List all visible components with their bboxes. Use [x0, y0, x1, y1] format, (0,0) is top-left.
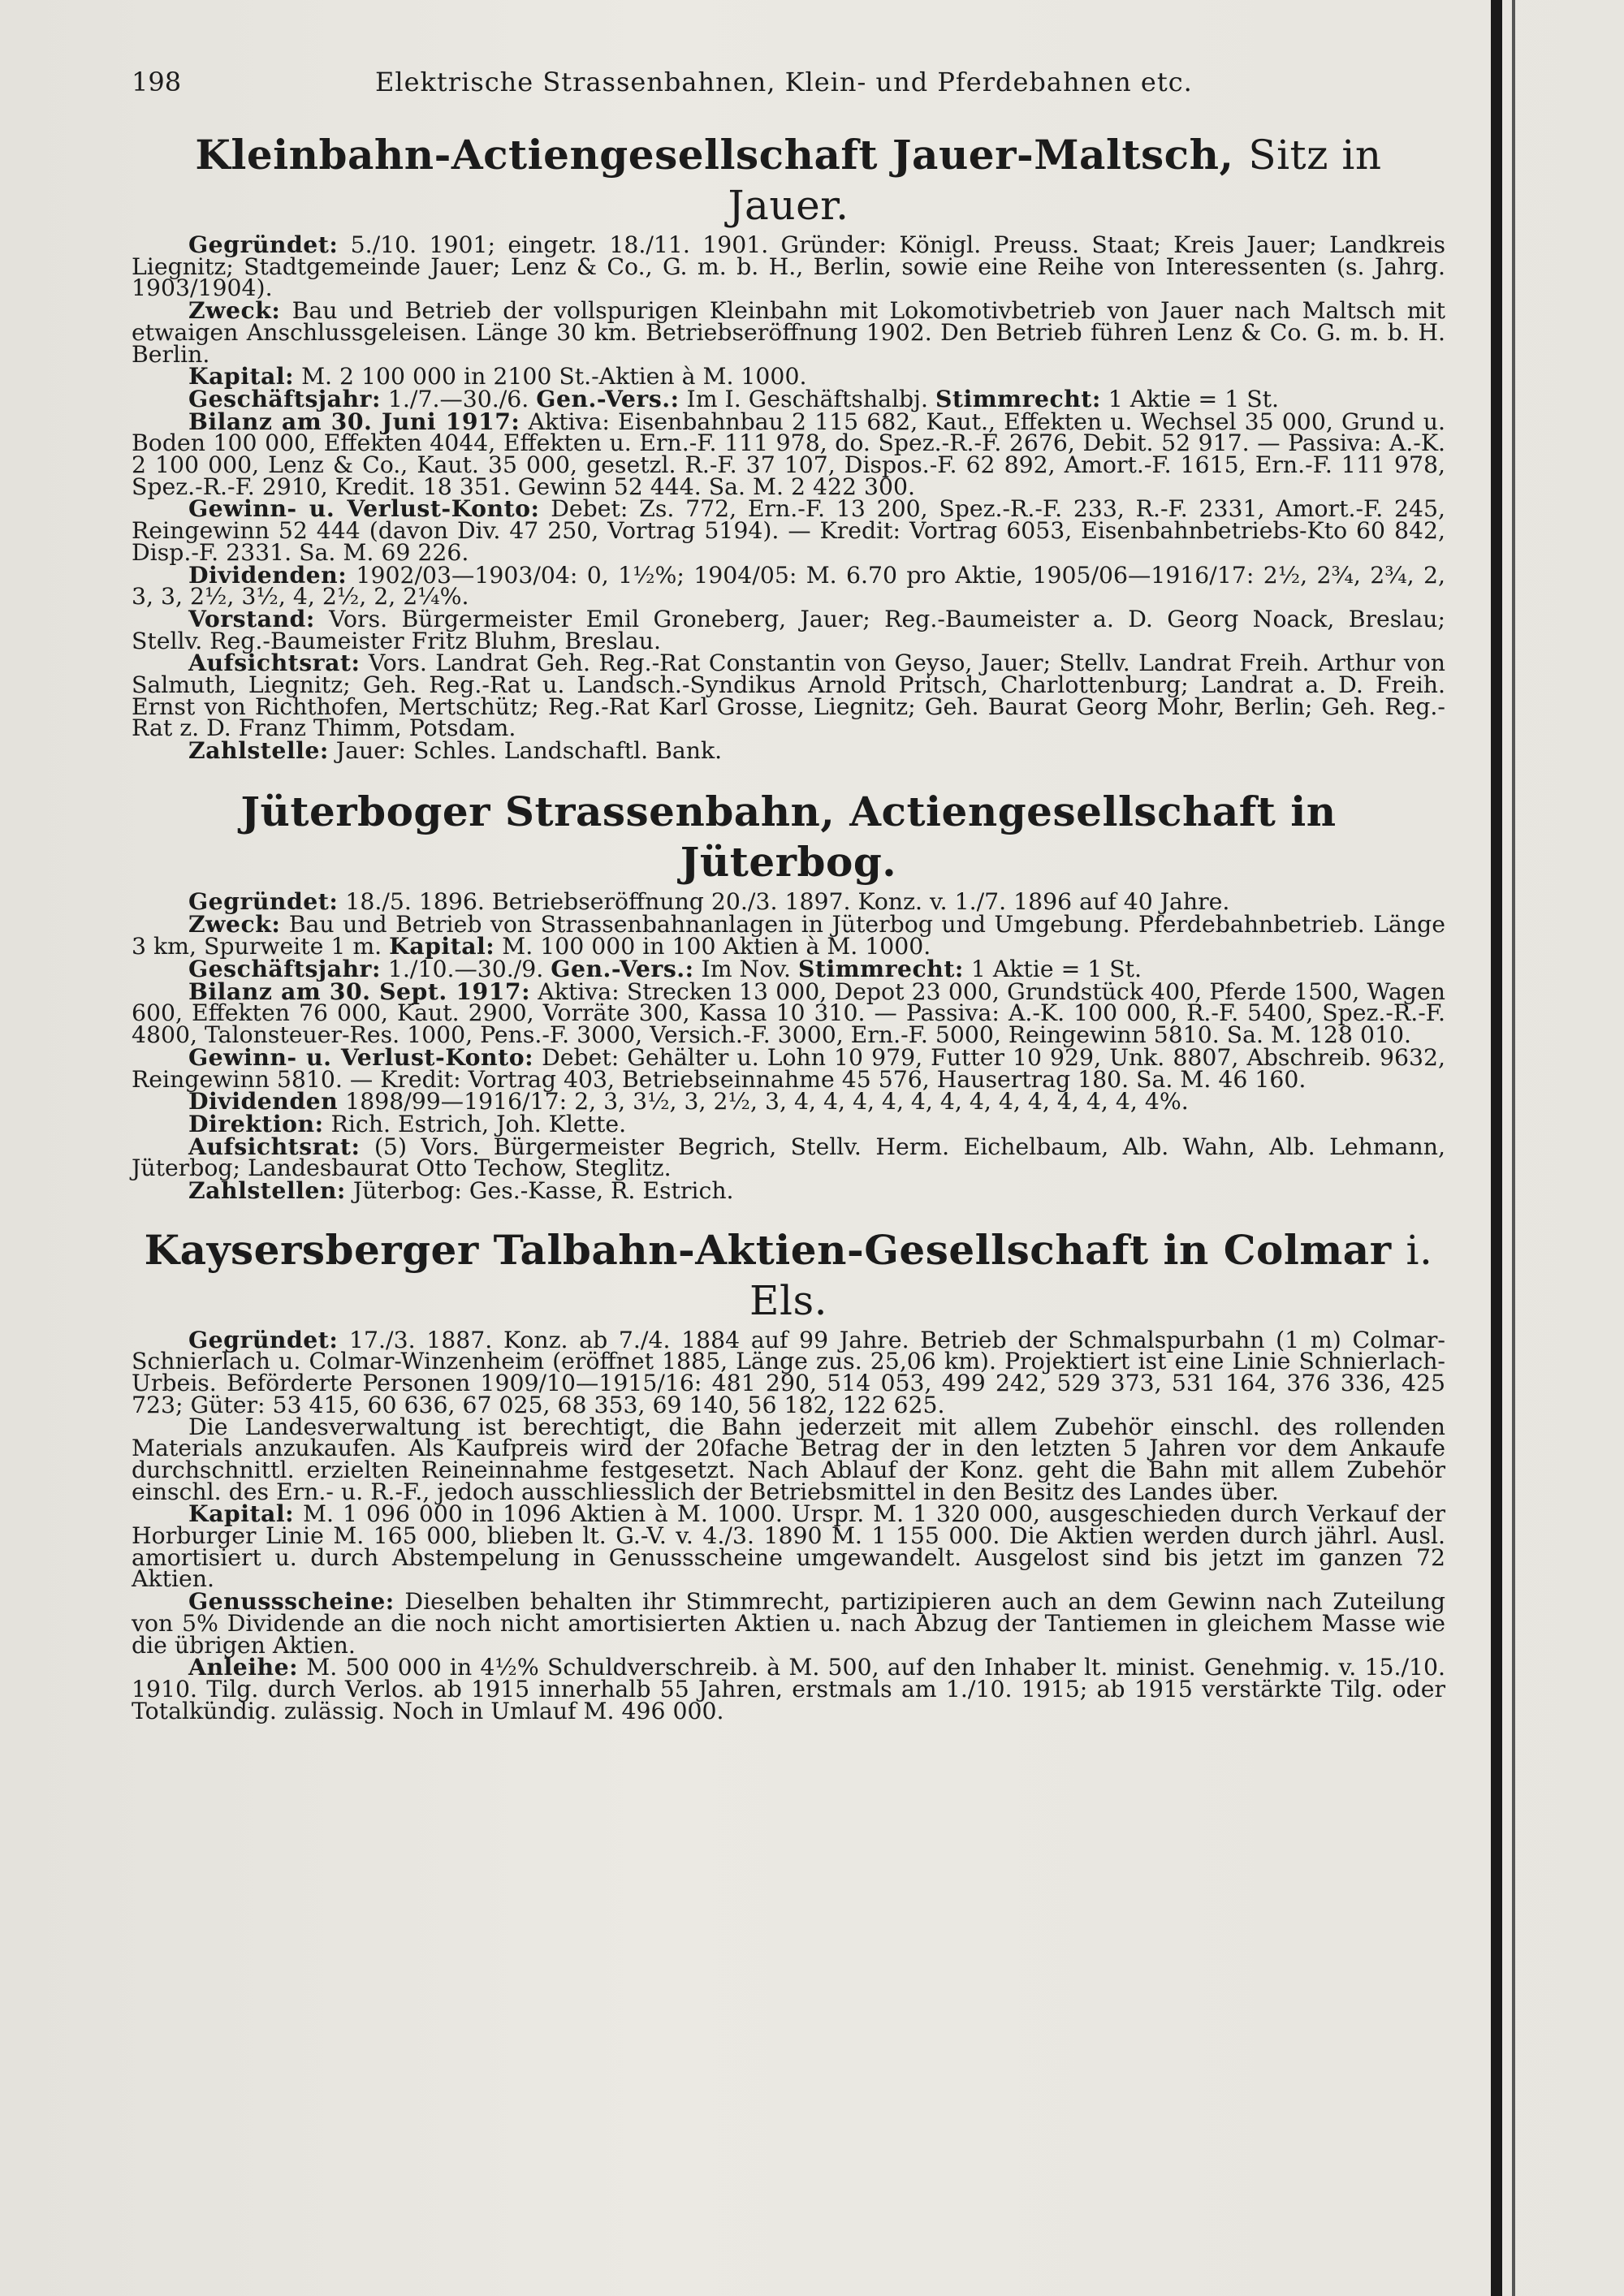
- para-aufsichtsrat: [132, 649, 1445, 742]
- para-text: 18./5. 1896. Betriebseröffnung 20./3. 1897. Konz. v. 1./7. 1896 auf 40 Jahre.: [338, 887, 1230, 915]
- para-text: 1./7.—30./6.: [380, 385, 537, 412]
- para-text: Aktiva: Strecken 13 000, Depot 23 000, Grundstück 400, Pferde 1500, Wagen 600, Effekten 76 000, Kaut. 2900, Vorräte 300, Kassa 10 310. — Passiva: A.-K. 100 000, R.-F. 5400, Spez.-R.-F. 4800, Talonsteuer-Res. 1000, Pens.-F. 3000, Versich.-F. 3000, Ern.-F. 5000, Reingewinn 5810. Sa. M. 128 010.: [132, 978, 1445, 1049]
- para-text: Rich. Estrich, Joh. Klette.: [323, 1110, 627, 1137]
- para-text-2: Im I. Geschäftshalbj.: [679, 385, 935, 412]
- entry-title-name: Jüterboger Strassenbahn, Actiengesellschaft in Jüterbog.: [240, 787, 1337, 886]
- para-text: M. 500 000 in 4½% Schuldverschreib. à M. 500, auf den Inhaber lt. minist. Genehmig. v. 15./10. 1910. Tilg. durch Verlos. ab 1915 innerhalb 55 Jahren, erstmals am 1./10. 1915; ab 1915 verstärkte Tilg. oder Totalkündig. zulässig. Noch in Umlauf M. 496 000.: [132, 1654, 1445, 1724]
- page-column: [132, 67, 1445, 1737]
- para-text: 17./3. 1887. Konz. ab 7./4. 1884 auf 99 Jahre. Betrieb der Schmalspurbahn (1 m) Colmar-Schnierlach u. Colmar-Winzenheim (eröffnet 1885, Länge zus. 25,06 km). Projektiert ist eine Linie Schnierlach-Urbeis. Beförderte Personen 1909/10—1915/16: 481 290, 514 053, 499 242, 529 373, 531 164, 376 336, 425 723; Güter: 53 415, 60 636, 67 025, 68 353, 69 140, 56 182, 122 625.: [132, 1326, 1445, 1418]
- para-label-2: Gen.-Vers.:: [551, 954, 694, 982]
- running-head: [132, 67, 1445, 102]
- para-label: Dividenden: [188, 1087, 339, 1116]
- para-zahlstellen: [132, 1176, 1445, 1205]
- para-anleihe: [132, 1653, 1445, 1724]
- para-label: Kapital:: [188, 1500, 295, 1528]
- entry-title: [132, 130, 1445, 231]
- para-label: Zahlstellen:: [188, 1176, 346, 1205]
- para-text: Jauer: Schles. Landschaftl. Bank.: [328, 737, 723, 765]
- para-label-2: Kapital:: [389, 932, 495, 960]
- para-text: 1898/99—1916/17: 2, 3, 3½, 3, 2½, 3, 4, 4, 4, 4, 4, 4, 4, 4, 4, 4, 4, 4, 4%.: [338, 1088, 1189, 1116]
- para-label: Gegründet:: [188, 1325, 339, 1353]
- para-vorstand: [132, 604, 1445, 654]
- page-edge-rule: [1491, 0, 1502, 2296]
- para-label: Aufsichtsrat:: [188, 649, 361, 677]
- para-text-2: Im Nov.: [693, 955, 798, 982]
- entry-title: [132, 787, 1445, 887]
- para-label: Gewinn- u. Verlust-Konto:: [188, 494, 540, 523]
- para-gegruendet: [132, 887, 1445, 915]
- para-gegruendet: [132, 1325, 1445, 1418]
- para-text: Debet: Zs. 772, Ern.-F. 13 200, Spez.-R.-F. 233, R.-F. 2331, Amort.-F. 245, Reingewinn 52 444 (davon Div. 47 250, Vortrag 5194). — Kredit: Vortrag 6053, Eisenbahnbetriebs-Kto 60 842, Disp.-F. 2331. Sa. M. 69 226.: [132, 495, 1445, 566]
- para-label: Bilanz am 30. Juni 1917:: [188, 407, 520, 435]
- para-bilanz: [132, 977, 1445, 1049]
- para-label: Anleihe:: [188, 1653, 299, 1681]
- para-label: Zweck:: [188, 296, 281, 325]
- para-text: Dieselben behalten ihr Stimmrecht, partizipieren auch an dem Gewinn nach Zuteilung von 5% Dividende an die noch nicht amortisierten Aktien u. nach Abzug der Tantiemen in gleichem Masse wie die übrigen Aktien.: [132, 1588, 1445, 1659]
- para-gewinn-verlust: [132, 494, 1445, 566]
- para-label: Gegründet:: [188, 231, 339, 258]
- para-label: Geschäftsjahr:: [188, 384, 381, 412]
- entry-body: [132, 1325, 1445, 1724]
- entry-title-name: Kleinbahn-Actiengesellschaft Jauer-Maltsch,: [195, 131, 1234, 179]
- para-genussscheine: [132, 1587, 1445, 1659]
- para-label: Aufsichtsrat:: [188, 1132, 361, 1160]
- para-label: Kapital:: [188, 362, 295, 391]
- para-text: Bau und Betrieb von Strassenbahnanlagen in Jüterbog und Umgebung. Pferdebahnbetrieb. Länge 3 km, Spurweite 1 m.: [132, 910, 1445, 960]
- para-landesverwaltung: [132, 1413, 1445, 1505]
- para-label: Gegründet:: [188, 887, 339, 915]
- para-text: Die Landesverwaltung ist berechtigt, die Bahn jederzeit mit allem Zubehör einschl. des rollenden Materials anzukaufen. Als Kaufpreis wird der 20fache Betrag der in den letzten 5 Jahren vor dem Ankaufe durchschnittl. erzielten Reineinnahme festgesetzt. Nach Ablauf der Konz. geht die Bahn mit allem Zubehör einschl. des Ern.- u. R.-F., jedoch ausschliesslich der Betriebsmittel in den Besitz des Landes über.: [132, 1413, 1445, 1505]
- para-label: Dividenden:: [188, 560, 348, 589]
- entry-title: [132, 1225, 1445, 1326]
- entry-body: [132, 887, 1445, 1205]
- para-text: Jüterbog: Ges.-Kasse, R. Estrich.: [345, 1177, 734, 1205]
- para-zweck: [132, 909, 1445, 960]
- para-text: 1./10.—30./9.: [380, 955, 551, 982]
- para-text-3: 1 Aktie = 1 St.: [963, 955, 1142, 982]
- para-label-3: Stimmrecht:: [935, 384, 1101, 412]
- para-text: (5) Vors. Bürgermeister Begrich, Stellv. Herm. Eichelbaum, Alb. Wahn, Alb. Lehmann, Jüterbog; Landesbaurat Otto Techow, Steglitz.: [132, 1133, 1445, 1182]
- para-text: M. 2 100 000 in 2100 St.-Aktien à M. 1000.: [294, 363, 807, 391]
- entry-kaysersberg: [132, 1225, 1445, 1723]
- para-label-2: Gen.-Vers.:: [536, 384, 680, 412]
- page-number: 198: [132, 67, 182, 97]
- para-label: Genussscheine:: [188, 1587, 395, 1616]
- para-text: M. 1 096 000 in 1096 Aktien à M. 1000. Urspr. M. 1 320 000, ausgeschieden durch Verkauf der Horburger Linie M. 165 000, blieben lt. G.-V. v. 4./3. 1890 M. 1 155 000. Die Aktien werden durch jährl. Ausl. amortisiert u. durch Abstempelung in Genussscheine umgewandelt. Ausgelost sind bis jetzt im ganzen 72 Aktien.: [132, 1500, 1445, 1593]
- para-text-3: 1 Aktie = 1 St.: [1100, 385, 1280, 412]
- para-dividenden: [132, 1087, 1445, 1116]
- para-text-2: M. 100 000 in 100 Aktien à M. 1000.: [495, 933, 931, 960]
- para-label: Gewinn- u. Verlust-Konto:: [188, 1042, 534, 1071]
- para-label: Geschäftsjahr:: [188, 954, 381, 982]
- para-label: Direktion:: [188, 1109, 324, 1137]
- para-gewinn-verlust: [132, 1042, 1445, 1093]
- entry-title-seat: i. Els.: [749, 1226, 1433, 1324]
- para-bilanz: [132, 407, 1445, 500]
- para-label: Vorstand:: [188, 604, 315, 632]
- entry-title-seat: Sitz in Jauer.: [728, 132, 1382, 229]
- page-edge-rule-thin: [1512, 0, 1515, 2296]
- para-text: Vors. Bürgermeister Emil Groneberg, Jauer; Reg.-Baumeister a. D. Georg Noack, Breslau; Stellv. Reg.-Baumeister Fritz Bluhm, Breslau.: [132, 605, 1445, 654]
- para-text: Vors. Landrat Geh. Reg.-Rat Constantin von Geyso, Jauer; Stellv. Landrat Freih. Arthur von Salmuth, Liegnitz; Geh. Reg.-Rat u. Landsch.-Syndikus Arnold Pritsch, Charlottenburg; Landrat a. D. Freih. Ernst von Richthofen, Mertschütz; Reg.-Rat Karl Grosse, Liegnitz; Geh. Baurat Georg Mohr, Berlin; Geh. Reg.-Rat z. D. Franz Thimm, Potsdam.: [132, 650, 1445, 742]
- entry-jueterbog: [132, 787, 1445, 1205]
- entry-title-name: Kaysersberger Talbahn-Aktien-Gesellschaft in Colmar: [144, 1225, 1392, 1274]
- entry-jauer-maltsch: [132, 130, 1445, 765]
- para-aufsichtsrat: [132, 1132, 1445, 1182]
- para-text: 1902/03—1903/04: 0, 1½%; 1904/05: M. 6.70 pro Aktie, 1905/06—1916/17: 2½, 2¾, 2¾, 2, 3, 3, 2½, 3½, 4, 2½, 2, 2¼%.: [132, 561, 1445, 611]
- para-zweck: [132, 296, 1445, 368]
- para-label-3: Stimmrecht:: [797, 954, 964, 982]
- para-text: 5./10. 1901; eingetr. 18./11. 1901. Gründer: Königl. Preuss. Staat; Kreis Jauer; Landkreis Liegnitz; Stadtgemeinde Jauer; Lenz & Co., G. m. b. H., Berlin, sowie eine Reihe von Interessenten (s. Jahrg. 1903/1904).: [132, 231, 1445, 302]
- para-text: Bau und Betrieb der vollspurigen Kleinbahn mit Lokomotivbetrieb von Jauer nach Maltsch mit etwaigen Anschlussgeleisen. Länge 30 km. Betriebseröffnung 1902. Den Betrieb führen Lenz & Co. G. m. b. H. Berlin.: [132, 297, 1445, 368]
- para-kapital: [132, 1500, 1445, 1593]
- para-label: Bilanz am 30. Sept. 1917:: [188, 977, 531, 1005]
- para-gegruendet: [132, 231, 1445, 302]
- para-dividenden: [132, 560, 1445, 611]
- para-label: Zahlstelle:: [188, 736, 329, 765]
- entry-body: [132, 231, 1445, 765]
- para-text: Debet: Gehälter u. Lohn 10 979, Futter 10 929, Unk. 8807, Abschreib. 9632, Reingewinn 5810. — Kredit: Vortrag 403, Betriebseinnahme 45 576, Hausertrag 180. Sa. M. 46 160.: [132, 1043, 1445, 1093]
- para-label: Zweck:: [188, 909, 281, 938]
- running-title: Elektrische Strassenbahnen, Klein- und Pferdebahnen etc.: [375, 67, 1193, 97]
- para-zahlstelle: [132, 736, 1445, 765]
- para-text: Aktiva: Eisenbahnbau 2 115 682, Kaut., Effekten u. Wechsel 35 000, Grund u. Boden 100 000, Effekten 4044, Effekten u. Ern.-F. 111 978, do. Spez.-R.-F. 2676, Debit. 52 917. — Passiva: A.-K. 2 100 000, Lenz & Co., Kaut. 35 000, gesetzl. R.-F. 37 107, Dispos.-F. 62 892, Amort.-F. 1615, Ern.-F. 111 978, Spez.-R.-F. 2910, Kredit. 18 351. Gewinn 52 444. Sa. M. 2 422 300.: [132, 408, 1445, 500]
